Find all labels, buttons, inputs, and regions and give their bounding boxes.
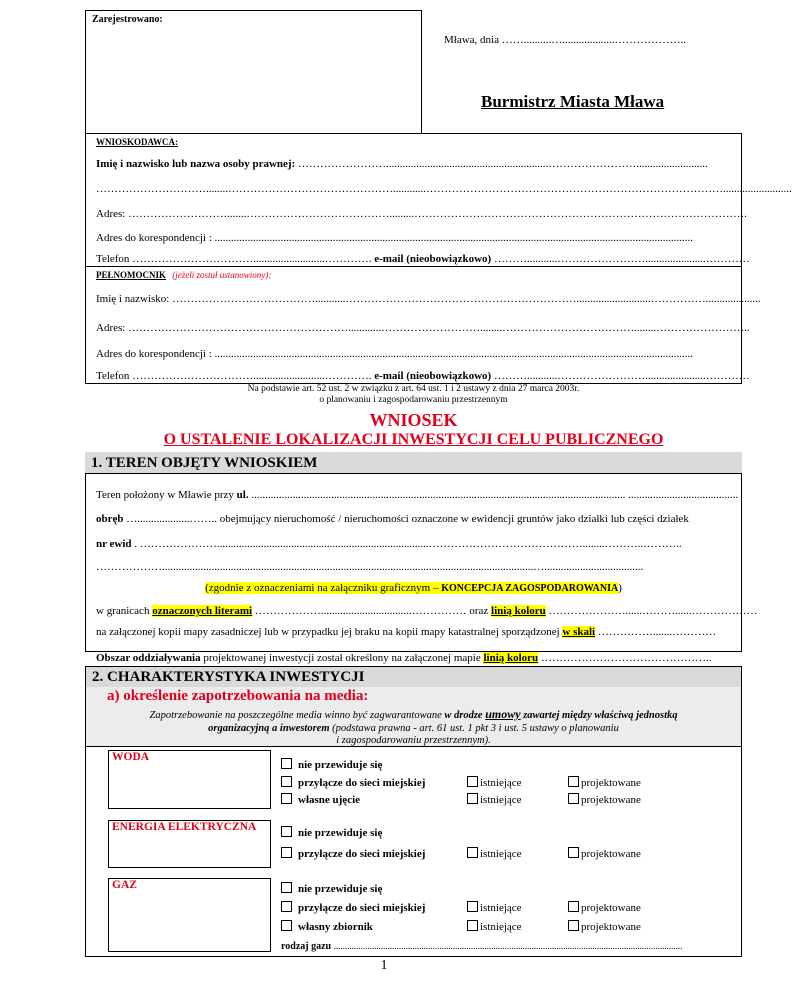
ewid-label: nr ewid [96,538,132,550]
applicant-name-dots[interactable]: ……………………...........................................................…………………….......................... [298,158,708,170]
bounds-highlight-color: linią koloru [491,605,546,617]
media-table-right [741,746,742,957]
checkbox[interactable] [568,793,579,804]
checkbox[interactable] [281,793,292,804]
section2-heading: 2. CHARAKTERYSTYKA INWESTYCJI [85,666,742,688]
desc-bold: w drodze [444,710,486,721]
water-opt-none[interactable] [281,758,382,771]
ewid-row[interactable] [96,538,736,550]
street-dots[interactable]: ........................................................................................................................................ ........................................ [251,489,739,501]
applicant-name-label: Imię i nazwisko lub nazwa osoby prawnej: [96,158,296,170]
water-label: WODA [112,751,150,763]
applicant-email-label: e-mail (nieobowiązkowo) [374,253,492,265]
proxy-name-row[interactable] [96,293,761,305]
area-row[interactable] [96,652,736,664]
checkbox[interactable] [281,901,292,912]
obreb-dots[interactable]: …...................…….. [126,513,217,525]
proxy-name-dots[interactable]: …………………………………...........………………………………………………………...........................…………….................... [172,293,761,305]
checkbox[interactable] [281,882,292,893]
water-opt-city-label: przyłącze do sieci miejskiej [298,777,426,789]
power-existing-label: istniejące [480,848,522,860]
gas-opt-city[interactable] [281,901,425,914]
concept-note [85,582,742,594]
proxy-corr-label: Adres do korespondencji : [96,348,212,360]
checkbox[interactable] [568,901,579,912]
gas-opt-none-label: nie przewiduje się [298,883,383,895]
applicant-corr-dots[interactable]: .............................................................................................................................................................................. [214,232,694,244]
applicant-address-dots[interactable]: ……………………….......………………………………….........………………………………………………………………………………. [128,208,747,220]
bounds-dots1[interactable]: ……………….................................…………… oraz [252,605,492,617]
proxy-address-row[interactable] [96,322,750,334]
power-opt-city-label: przyłącze do sieci miejskiej [298,848,426,860]
gas-opt-own[interactable] [281,920,373,933]
gas-opt-own-label: własny zbiornik [298,921,373,933]
gas-city-existing[interactable] [467,901,522,914]
proxy-name-label: Imię i nazwisko: [96,293,170,305]
section1-heading: 1. TEREN OBJĘTY WNIOSKIEM [85,452,742,474]
checkbox[interactable] [281,758,292,769]
desc-1: Zapotrzebowanie na poszczególne media winno być zagwarantowane [149,710,445,721]
checkbox[interactable] [568,776,579,787]
map-scale-highlight: w skali [562,626,596,638]
proxy-phone-label: Telefon [96,370,130,382]
proxy-title: PEŁNOMOCNIK [96,270,167,280]
street-pre: Teren położony w Mławie przy [96,489,234,501]
power-opt-none[interactable] [281,826,382,839]
power-existing[interactable] [467,847,522,860]
concept-note-pre: (zgodnie z oznaczeniami na załączniku graficznym – [205,582,442,594]
water-city-existing-label: istniejące [480,777,522,789]
legal-basis [85,384,742,406]
power-planned-label: projektowane [581,848,641,860]
applicant-address-row[interactable] [96,208,747,220]
proxy-email-label: e-mail (nieobowiązkowo) [374,370,492,382]
proxy-email-dots[interactable]: ………...........……………………......................………… [493,370,750,382]
bounds-highlight-letters: oznaczonych literami [152,605,253,617]
water-opt-none-label: nie przewiduje się [298,759,383,771]
map-row[interactable] [96,626,736,638]
desc-2b: organizacyjną a inwestorem [208,722,330,734]
bounds-dots2[interactable]: …………………......………......……………… [545,605,758,617]
checkbox[interactable] [568,920,579,931]
registered-label: Zarejestrowano: [92,14,163,25]
proxy-corr-dots[interactable]: .............................................................................................................................................................................. [214,348,694,360]
water-city-existing[interactable] [467,776,522,789]
applicant-address-label: Adres: [96,208,126,220]
checkbox[interactable] [467,847,478,858]
water-own-planned-label: projektowane [581,794,641,806]
obreb-row[interactable] [96,513,736,525]
applicant-phone-row[interactable] [96,253,750,265]
water-city-planned-label: projektowane [581,777,641,789]
gas-opt-city-label: przyłącze do sieci miejskiej [298,902,426,914]
street-row[interactable] [96,489,739,501]
power-opt-none-label: nie przewiduje się [298,827,383,839]
street-label: ul. [236,489,249,501]
applicant-corr-row[interactable] [96,232,736,244]
water-city-planned[interactable] [568,776,641,789]
proxy-address-label: Adres: [96,322,126,334]
proxy-phone-row[interactable] [96,370,750,382]
bounds-pre: w granicach [96,605,153,617]
checkbox[interactable] [467,793,478,804]
addressee: Burmistrz Miasta Mława [481,92,665,111]
water-opt-city[interactable] [281,776,425,789]
legal-basis-line1: Na podstawie art. 52 ust. 2 w związku z art. 64 ust. 1 i 2 ustawy z dnia 27 marca 2003r. [247,384,580,394]
proxy-phone-dots[interactable]: ……………………………..........................…………. [132,370,372,382]
gas-type-label: rodzaj gazu [281,941,332,952]
concept-note-post: ) [618,582,622,594]
checkbox[interactable] [467,920,478,931]
ewid-dots[interactable]: . ………………….............................................................................……………………………………........………..……….. [134,538,682,550]
applicant-phone-label: Telefon [96,253,130,265]
registration-box [85,10,422,134]
applicant-email-dots[interactable]: ………...........……………………......................………… [493,253,750,265]
gas-city-planned[interactable] [568,901,641,914]
media-description [85,708,742,748]
water-opt-own[interactable] [281,793,360,806]
desc-umowy: umowy [485,707,521,721]
bounds-row[interactable] [96,605,758,617]
gas-own-existing[interactable] [467,920,522,933]
checkbox[interactable] [281,826,292,837]
map-dots[interactable]: …………….......………… [595,626,717,638]
concept-note-strong: KONCEPCJA ZAGOSPODAROWANIA [441,583,619,594]
gas-opt-none[interactable] [281,882,382,895]
gas-city-planned-label: projektowane [581,902,641,914]
section2-subheading: a) określenie zapotrzebowania na media: [107,688,369,704]
water-opt-own-label: własne ujęcie [298,794,361,806]
applicant-corr-label: Adres do korespondencji : [96,232,212,244]
gas-label: GAZ [112,879,137,891]
water-own-planned[interactable] [568,793,641,806]
gas-own-planned-label: projektowane [581,921,641,933]
media-table-left [85,746,86,957]
area-label: Obszar oddziaływania [96,652,201,664]
gas-own-existing-label: istniejące [480,921,522,933]
obreb-text: obejmujący nieruchomość / nieruchomości oznaczone w ewidencji gruntów jako działki lub części działek [219,513,689,525]
applicant-box [85,133,792,267]
proxy-title-row [96,270,271,280]
obreb-label: obręb [96,513,124,525]
document-title: WNIOSEK [369,410,458,430]
gas-type-row[interactable] [281,941,736,952]
proxy-address-dots[interactable]: ……………………………………………………............………………………........………………………………........…………………….. [128,322,750,334]
checkbox[interactable] [568,847,579,858]
desc-3: i zagospodarowaniu przestrzennym). [336,735,491,746]
legal-basis-line2: o planowaniu i zagospodarowaniu przestrzennym [319,395,508,405]
desc-2: (podstawa prawna - art. 61 ust. 1 pkt 3 i ust. 5 ustawy o planowaniu [329,722,619,734]
power-label: ENERGIA ELEKTRYCZNA [112,821,257,833]
applicant-phone-dots[interactable]: ……………………………..........................…………. [132,253,372,265]
media-table-top [85,746,742,747]
power-planned[interactable] [568,847,641,860]
ewid-blank-row[interactable]: ……………….......................................................................................................................................….................................... [96,561,644,573]
checkbox[interactable] [467,901,478,912]
checkbox[interactable] [281,920,292,931]
page-number: 1 [380,958,388,973]
area-text: projektowanej inwestycji został określony na załączonej mapie [200,652,484,664]
map-pre: na załączonej kopii mapy zasadniczej lub w przypadku jej braku na kopii mapy katastralnej sporządzonej [96,626,563,638]
area-highlight: linią koloru [483,652,539,664]
water-own-existing[interactable] [467,793,522,806]
checkbox[interactable] [281,847,292,858]
applicant-title: WNIOSKODAWCA: [96,137,179,147]
media-table-bottom [85,956,742,957]
power-opt-city[interactable] [281,847,425,860]
section1-box [85,452,742,652]
checkbox[interactable] [281,776,292,787]
water-own-existing-label: istniejące [480,794,522,806]
checkbox[interactable] [467,776,478,787]
place-date[interactable]: Mława, dnia ……..........…...................……………….. [444,34,686,46]
proxy-corr-row[interactable] [96,348,736,360]
gas-city-existing-label: istniejące [480,902,522,914]
gas-own-planned[interactable] [568,920,641,933]
applicant-line2[interactable]: …………………………........………………………………………............………………………………………………………………………......................... [96,183,792,195]
area-dots[interactable]: ……………………………………….. [538,652,712,664]
desc-bold2: zawartej między właściwą jednostką [520,710,678,721]
gas-type-dots[interactable]: ........................................................................................................................................................... [333,941,683,951]
proxy-note: (jeżeli został ustanowiony): [172,270,272,280]
document-subtitle: O USTALENIE LOKALIZACJI INWESTYCJI CELU PUBLICZNEGO [163,431,664,448]
applicant-name-row[interactable] [96,158,736,170]
